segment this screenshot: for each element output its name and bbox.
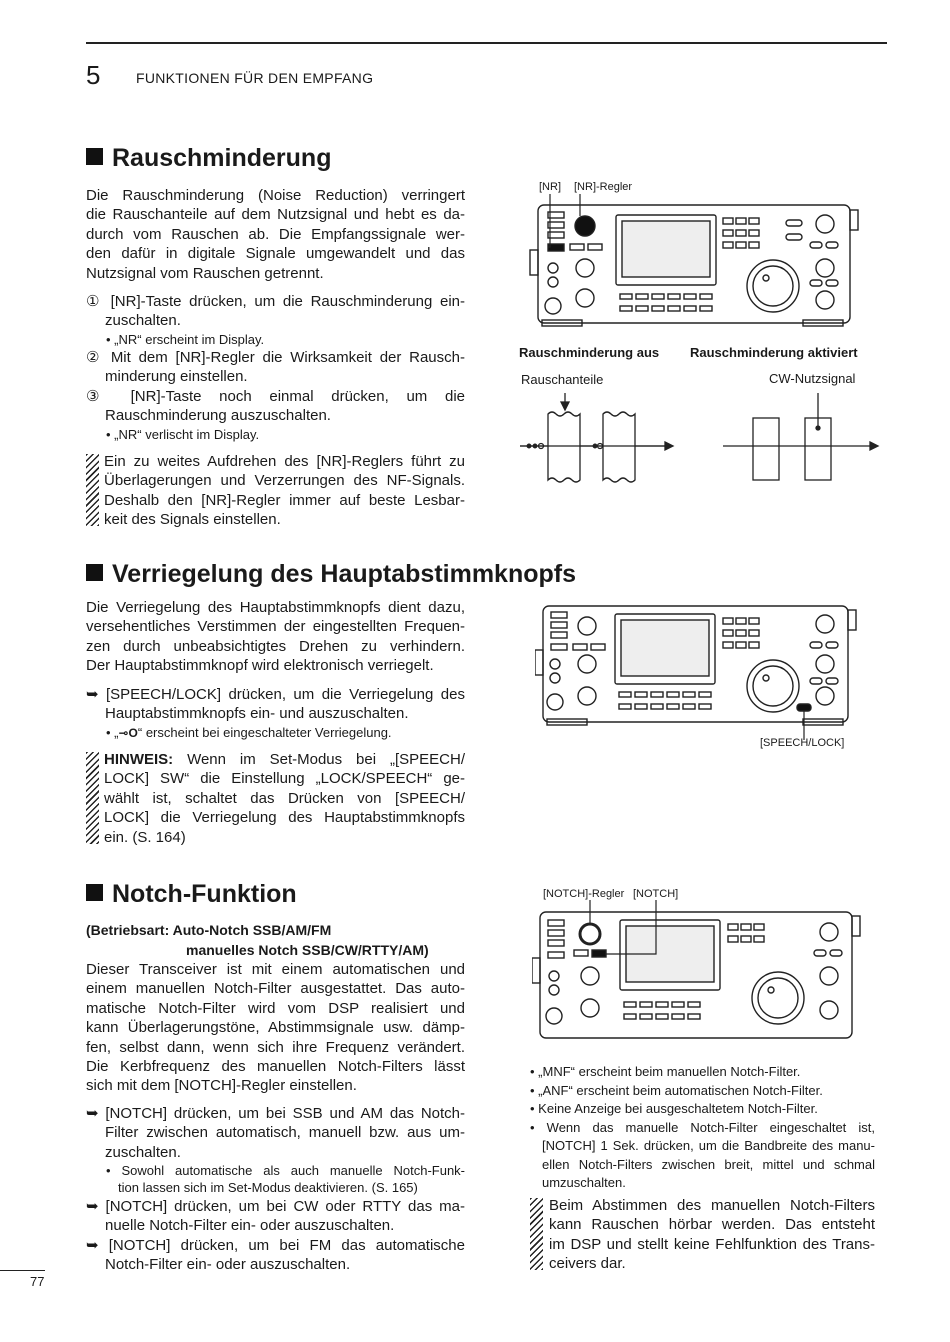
radio-illustration-notch bbox=[532, 898, 862, 1048]
section-title-verriegelung: Verriegelung des Hauptabstimmknopfs bbox=[86, 560, 576, 589]
radio-illustration-nr bbox=[528, 190, 860, 330]
sec2-intro: Die Verriegelung des Hauptabstimmknopfs dient dazu, versehentliches Verstimmen der eingestellten Frequen- zen durch unbeabsichtigtes Drehen zu verhindern. Der Hauptabstimmknopf wird elektronisch verriegelt. bbox=[86, 599, 465, 675]
label-notch: [NOTCH] bbox=[633, 888, 679, 900]
label-nr-regler: [NR]-Regler bbox=[574, 181, 633, 193]
sec1-step3-sub: • „NR“ verlischt im Display. bbox=[106, 427, 260, 442]
page-number: 77 bbox=[30, 1274, 45, 1289]
square-bullet-icon bbox=[86, 884, 103, 901]
sec1-intro: Die Rauschminderung (Noise Reduction) verringert die Rauschanteile auf dem Nutzsignal und hebt es da- durch vom Rauschen ab. Die Empfangssignale wer- den dafür in digitale Signale umgewandelt und das Nutzsignal vom Rauschen getrennt. bbox=[86, 187, 465, 282]
sec1-step3: ③ [NR]-Taste noch einmal drücken, um die Rauschminderung auszuschalten. bbox=[86, 388, 465, 425]
section-title-notch: Notch-Funktion bbox=[86, 880, 297, 909]
note-hatch-icon bbox=[86, 454, 99, 526]
sec2-note: HINWEIS: Wenn im Set-Modus bei „[SPEECH/ LOCK] SW“ die Einstellung „LOCK/SPEECH“ ge- wählt ist, schaltet das Drücken von [SPEECH/ LOCK] die Verriegelung des Hauptabstimmknopfs ein. (S. 164) bbox=[104, 751, 465, 846]
header-rule bbox=[86, 42, 887, 44]
radio-illustration-lock bbox=[535, 600, 860, 745]
sec1-step1: ① [NR]-Taste drücken, um die Rauschminderung ein- zuschalten. bbox=[86, 293, 465, 330]
note-hatch-icon bbox=[530, 1198, 543, 1270]
noise-reduction-diagram bbox=[515, 388, 880, 488]
sec3-mode2: manuelles Notch SSB/CW/RTTY/AM) bbox=[186, 942, 429, 958]
sec2-step: ➥ [SPEECH/LOCK] drücken, um die Verriegelung des Hauptabstimmknopfs ein- und auszuschalten. bbox=[86, 686, 465, 723]
chapter-title: FUNKTIONEN FÜR DEN EMPFANG bbox=[136, 70, 374, 86]
key-lock-icon: ⊸O bbox=[118, 726, 138, 740]
sec1-step2: ② Mit dem [NR]-Regler die Wirksamkeit der Rausch- minderung einstellen. bbox=[86, 349, 465, 386]
note-hatch-icon bbox=[86, 752, 99, 844]
diagram-label-cw: CW-Nutzsignal bbox=[769, 371, 856, 386]
sec3-note: Beim Abstimmen des manuellen Notch-Filters kann Rauschen hörbar werden. Das entsteht im DSP und stellt keine Fehlfunktion des Trans- ceivers dar. bbox=[549, 1197, 875, 1273]
sec3-step2: ➥ [NOTCH] drücken, um bei CW oder RTTY das ma- nuelle Notch-Filter ein- oder auszuschalten. bbox=[86, 1198, 465, 1235]
sec2-step-sub: • „⊸O“ erscheint bei eingeschalteter Verriegelung. bbox=[106, 725, 392, 740]
sec3-intro: Dieser Transceiver ist mit einem automatischen und einem manuellen Notch-Filter ausgestattet. Das auto- matische Notch-Filter wird vom DSP realisiert und kann Überlagerungstöne, Abstimmsignale usw. dämp- fen, selbst dann, wenn sich ihre Frequenz verändert. Die Kerbfrequenz des manuellen Notch-Filters lässt sich mit dem [NOTCH]-Regler einstellen. bbox=[86, 961, 465, 1095]
page-number-rule bbox=[0, 1270, 45, 1271]
diagram-label-on: Rauschminderung aktiviert bbox=[690, 345, 858, 360]
label-speech-lock: [SPEECH/LOCK] bbox=[760, 737, 845, 749]
label-nr: [NR] bbox=[539, 181, 561, 193]
label-notch-regler: [NOTCH]-Regler bbox=[543, 888, 625, 900]
square-bullet-icon bbox=[86, 564, 103, 581]
section-title-rauschminderung: Rauschminderung bbox=[86, 144, 331, 173]
sec1-note: Ein zu weites Aufdrehen des [NR]-Reglers führt zu Überlagerungen und Verzerrungen des NF-Signals. Deshalb den [NR]-Regler immer auf beste Lesbar- keit des Signals einstellen. bbox=[104, 453, 465, 529]
diagram-label-noise: Rauschanteile bbox=[521, 372, 604, 387]
sec3-step1-sub: • Sowohl automatische als auch manuelle Notch-Funk- tion lassen sich im Set-Modus deaktivieren. (S. 165) bbox=[106, 1163, 465, 1195]
chapter-number: 5 bbox=[86, 60, 101, 90]
sec3-mode1: (Betriebsart: Auto-Notch SSB/AM/FM bbox=[86, 922, 332, 938]
sec3-step3: ➥ [NOTCH] drücken, um bei FM das automatische Notch-Filter ein- oder auszuschalten. bbox=[86, 1237, 465, 1274]
sec3-bullets: • „MNF“ erscheint beim manuellen Notch-Filter. • „ANF“ erscheint beim automatischen Notch-Filter. • Keine Anzeige bei ausgeschaltetem Notch-Filter. • Wenn das manuelle Notch-Filter eingeschaltet ist, [NOTCH] 1 Sek. drücken, um die Bandbreite des manu- ellen Notch-Filters zwischen breit, mittel und schmal umzuschalten. bbox=[530, 1064, 875, 1190]
sec1-step1-sub: • „NR“ erscheint im Display. bbox=[106, 332, 265, 347]
square-bullet-icon bbox=[86, 148, 103, 165]
sec3-step1: ➥ [NOTCH] drücken, um bei SSB und AM das Notch- Filter zwischen automatisch, manuell bzw. aus um- zuschalten. bbox=[86, 1105, 465, 1161]
diagram-label-off: Rauschminderung aus bbox=[519, 345, 660, 360]
